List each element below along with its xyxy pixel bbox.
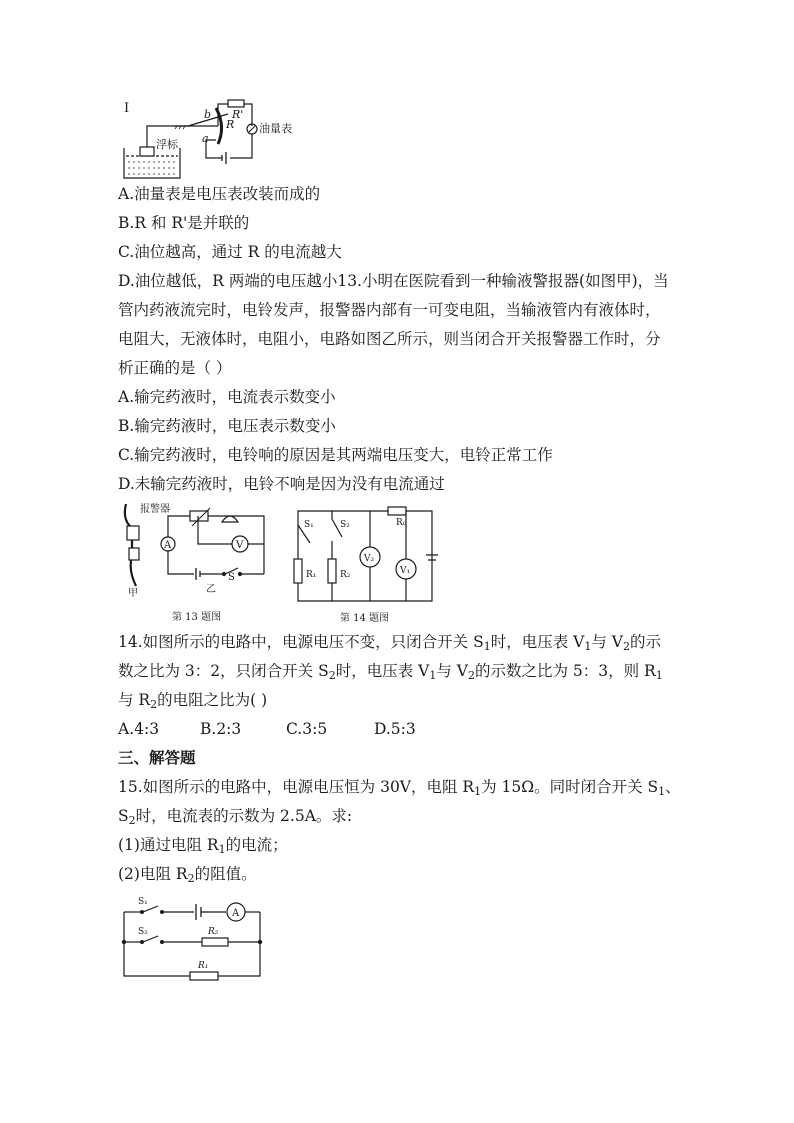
label-s1: S₁	[138, 897, 148, 907]
q15-subquestion-2: (2)电阻 $R_2$的阻值。	[118, 865, 257, 885]
label-yi: 乙	[206, 584, 216, 595]
label-r: R	[226, 118, 235, 131]
q14-line-1: 14.如图所示的电路中，电源电压不变，只闭合开关 $S_1$时，电压表 $V_1$与 $V_2$的示	[118, 633, 661, 653]
label-a: a	[202, 132, 209, 145]
label-r2: R₂	[340, 570, 351, 580]
label-s1: S₁	[304, 520, 314, 530]
q15-line-1: 15.如图所示的电路中，电源电压恒为 30V，电阻 $R_1$为 15Ω。同时闭合开关 $S_1$、	[118, 778, 681, 798]
q14-line-3: 与 $R_2$的电阻之比为( )	[118, 691, 268, 711]
infusion-alarm-figure	[118, 500, 274, 626]
voltmeter-circuit-figure	[292, 505, 438, 626]
q12-option-c: C.油位越高，通过 R 的电流越大	[118, 243, 342, 261]
q12-option-b: B.R 和 R'是并联的	[118, 214, 250, 232]
label-switch-s: S	[228, 572, 235, 583]
q14-options	[118, 719, 416, 739]
label-r2: R₂	[208, 927, 219, 937]
label-alarm: 报警器	[140, 504, 170, 515]
q13-option-c: C.输完药液时，电铃响的原因是其两端电压变大，电铃正常工作	[118, 446, 553, 464]
fig14-caption: 第 14 题图	[340, 613, 390, 624]
label-float: 浮标	[156, 138, 178, 151]
q13-line-4: 析正确的是（ ）	[118, 359, 232, 377]
q13-option-d: D.未输完药液时，电铃不响是因为没有电流通过	[118, 475, 445, 493]
oil-gauge-figure	[118, 96, 328, 182]
voltmeter-v: V	[236, 540, 244, 551]
label-s2: S₂	[340, 520, 350, 530]
voltmeter-v2: V₂	[364, 554, 375, 564]
label-b: b	[204, 108, 212, 121]
q14-option-a: A.4:3	[118, 720, 160, 738]
label-r-prime: R'	[232, 108, 244, 121]
q15-line-2: $S_2$时，电流表的示数为 2.5A。求:	[118, 807, 353, 827]
label-r1: R₁	[306, 570, 317, 580]
label-r1: R₁	[198, 961, 209, 971]
parallel-circuit-figure	[118, 890, 268, 982]
q13-line-3: 电阻大，无液体时，电阻小，电路如图乙所示，则当闭合开关报警器工作时，分	[118, 330, 661, 348]
q14-option-c: C.3:5	[286, 720, 328, 738]
q13-option-a: A.输完药液时，电流表示数变小	[118, 388, 336, 406]
q15-subquestion-1: (1)通过电阻 $R_1$的电流；	[118, 836, 288, 856]
label-s2: S₂	[138, 927, 148, 937]
q14-option-b: B.2:3	[200, 720, 242, 738]
section-heading: 三、解答题	[118, 748, 196, 767]
ammeter-a: A	[164, 540, 172, 551]
label-r0: R₀	[396, 518, 407, 528]
q14-option-d: D.5:3	[374, 720, 416, 738]
q13-line-1: 13.小明在医院看到一种输液警报器(如图甲)，当	[337, 272, 669, 290]
q13-line-2: 管内药液流完时，电铃发声，报警器内部有一可变电阻，当输液管内有液体时，	[118, 301, 661, 319]
q12-option-a: A.油量表是电压表改装而成的	[118, 185, 321, 203]
q13-option-b: B.输完药液时，电压表示数变小	[118, 417, 336, 435]
label-oil-meter: 油量表	[259, 122, 292, 135]
label-jia: 甲	[128, 588, 138, 599]
q12-option-d: D.油位越低，R 两端的电压越小	[118, 272, 338, 290]
ammeter-a: A	[232, 908, 240, 919]
q12-q13-line	[118, 271, 669, 291]
q14-line-2: 数之比为 3：2，只闭合开关 $S_2$时，电压表 $V_1$与 $V_2$的示数之比为 5：3，则 $R_1$	[118, 662, 663, 682]
fig13-caption: 第 13 题图	[172, 612, 222, 623]
voltmeter-v1: V₁	[400, 566, 411, 576]
figure-mark: I	[124, 101, 130, 116]
